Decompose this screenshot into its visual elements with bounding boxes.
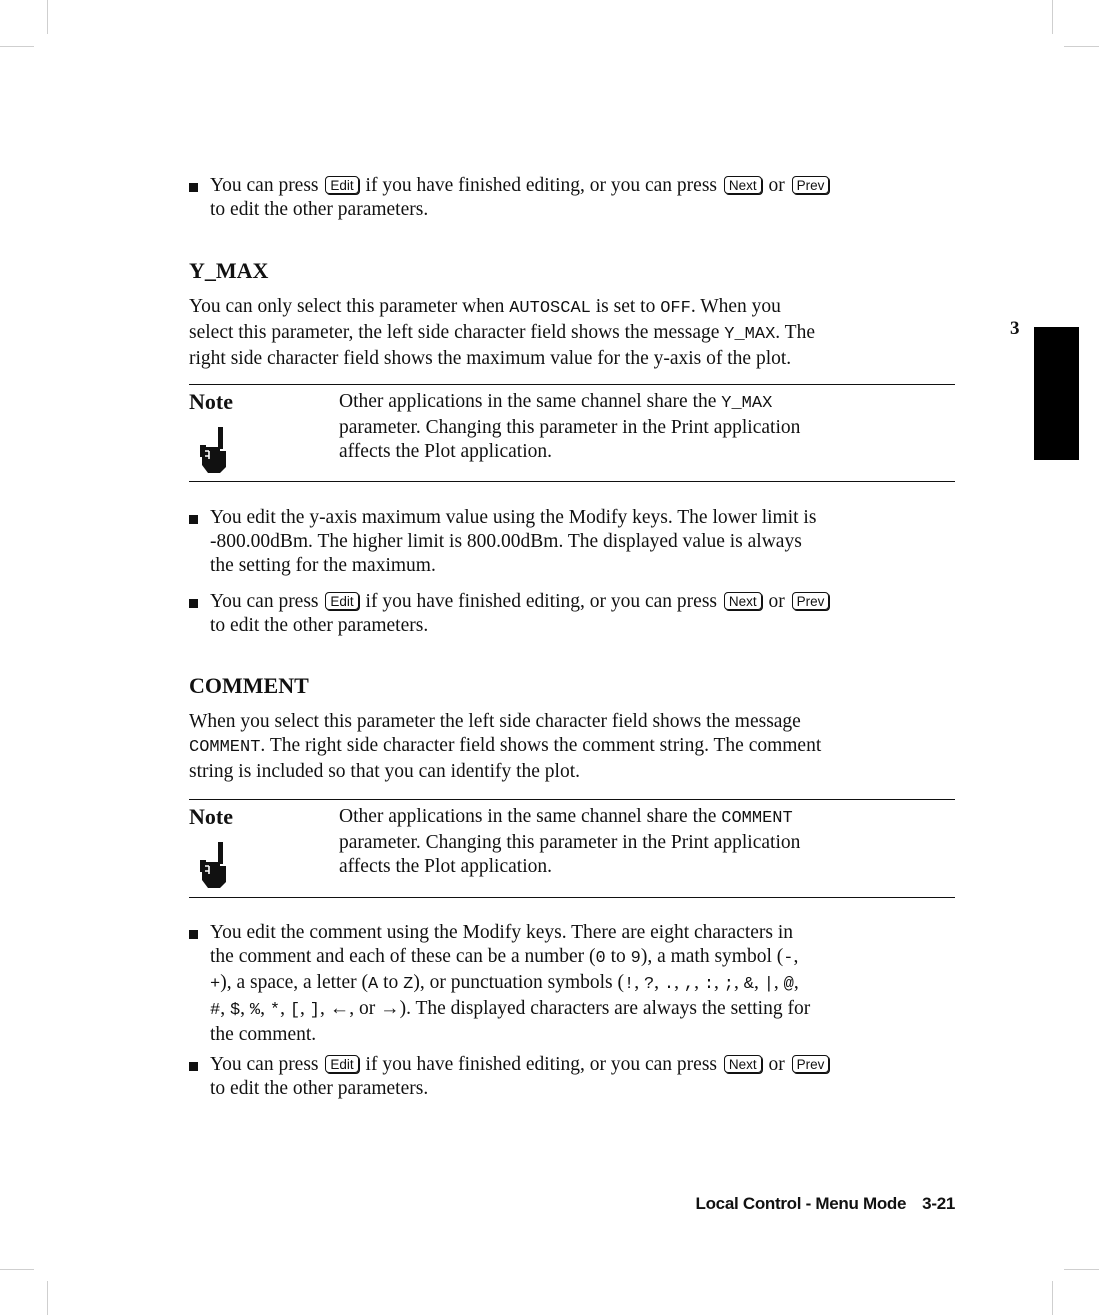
edit-key: Edit: [325, 1055, 358, 1073]
prev-key: Prev: [792, 1055, 830, 1073]
prev-key: Prev: [792, 176, 830, 194]
next-key: Next: [724, 1055, 762, 1073]
crop-mark: [1064, 1269, 1099, 1270]
crop-mark: [47, 1281, 48, 1315]
bullet-square: [189, 1062, 198, 1071]
crop-mark: [1052, 1281, 1053, 1315]
note-label: Note: [189, 389, 233, 414]
note-label: Note: [189, 804, 233, 829]
crop-mark: [47, 0, 48, 34]
pointing-hand-icon: [196, 840, 232, 890]
next-key: Next: [724, 176, 762, 194]
ymax-heading: Y_MAX: [189, 258, 269, 283]
edit-key: Edit: [325, 176, 358, 194]
bullet-ymax-edit: You edit the y-axis maximum value using the Modify keys. The lower limit is -800.00dBm. The higher limit is 800.00dBm. The displayed value is always the setting for the maximum.: [189, 506, 959, 578]
note-top-rule: [189, 384, 955, 385]
bullet-square: [189, 515, 198, 524]
prev-key: Prev: [792, 592, 830, 610]
crop-mark: [0, 46, 34, 47]
note-bottom-rule: [189, 481, 955, 482]
pointing-hand-icon: [196, 425, 232, 475]
bullet-press-keys-1: You can press Edit if you have finished editing, or you can press Next or Prev to edit the other parameters.: [189, 174, 959, 222]
crop-mark: [1052, 0, 1053, 34]
comment-heading: COMMENT: [189, 673, 309, 698]
bullet-square: [189, 599, 198, 608]
bullet-square: [189, 930, 198, 939]
next-key: Next: [724, 592, 762, 610]
chapter-number: 3: [1010, 318, 1020, 339]
page-footer: [696, 1194, 955, 1214]
note-text: Other applications in the same channel share the Y_MAX parameter. Changing this parameter in the Print application affects the Plot application.: [339, 391, 801, 462]
note-top-rule: [189, 799, 955, 800]
crop-mark: [1064, 46, 1099, 47]
bullet-square: [189, 183, 198, 192]
note-bottom-rule: [189, 897, 955, 898]
crop-mark: [0, 1269, 34, 1270]
note-text: Other applications in the same channel share the COMMENT parameter. Changing this parameter in the Print application affects the Plot application.: [339, 806, 801, 877]
page-number: 3-21: [922, 1194, 955, 1213]
bullet-press-keys-3: You can press Edit if you have finished editing, or you can press Next or Prev to edit the other parameters.: [189, 1053, 959, 1101]
comment-description: When you select this parameter the left side character field shows the message COMMENT. The right side character field shows the comment string. The comment string is included so that you can identify the plot.: [189, 711, 822, 782]
bullet-comment-edit: You edit the comment using the Modify keys. There are eight characters in the comment and each of these can be a number (0 to 9), a math symbol (-, +), a space, a letter (A to Z), or punctuation symbols (!, ?, ., ,, :, ;, &, |, @, #, $, %, *, [, ], ←, or →). The displayed characters are always the setting for the comment.: [189, 921, 959, 1047]
edit-key: Edit: [325, 592, 358, 610]
chapter-tab-bar: [1034, 327, 1079, 460]
ymax-description: You can only select this parameter when AUTOSCAL is set to OFF. When you select this parameter, the left side character field shows the message Y_MAX. The right side character field shows the maximum value for the y-axis of the plot.: [189, 296, 815, 369]
footer-title: Local Control - Menu Mode: [695, 1194, 907, 1213]
bullet-press-keys-2: You can press Edit if you have finished editing, or you can press Next or Prev to edit the other parameters.: [189, 590, 959, 638]
